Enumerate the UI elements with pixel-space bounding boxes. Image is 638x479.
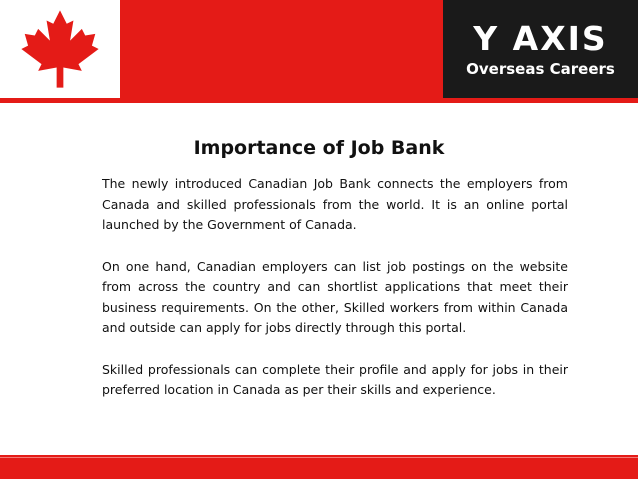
flag-red-stripe — [120, 0, 128, 98]
logo-name: Y AXIS — [473, 19, 608, 58]
yaxis-logo — [443, 0, 638, 98]
canada-flag — [0, 0, 120, 98]
body-text — [102, 174, 568, 422]
logo-tagline: Overseas Careers — [466, 60, 615, 78]
footer-band — [0, 455, 638, 479]
footer-line — [0, 457, 638, 458]
maple-leaf-icon — [18, 7, 102, 91]
paragraph-1: The newly introduced Canadian Job Bank connects the employers from Canada and skilled professionals from the world. It is an online portal launched by the Government of Canada. — [102, 176, 568, 232]
paragraph-3: Skilled professionals can complete their profile and apply for jobs in their preferred location in Canada as per their skills and experience. — [102, 361, 568, 397]
slide-title: Importance of Job Bank — [193, 137, 445, 159]
paragraph-2: On one hand, Canadian employers can list job postings on the website from across the country and can shortlist applications that meet their business requirements. On the other, Skilled workers from within Canada and outside can apply for jobs directly through this portal. — [102, 258, 568, 335]
